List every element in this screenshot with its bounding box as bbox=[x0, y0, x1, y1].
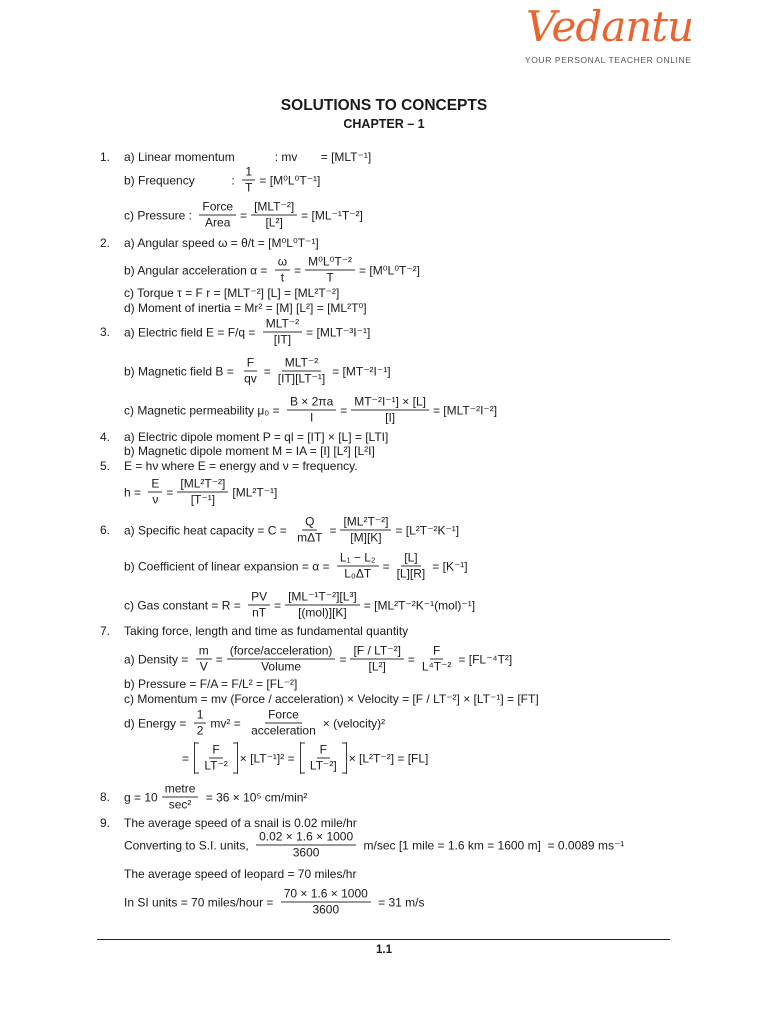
math-text: = bbox=[240, 208, 248, 222]
fraction bbox=[251, 200, 297, 231]
solution-line bbox=[124, 782, 307, 813]
solution-line bbox=[124, 430, 388, 444]
solution-line bbox=[124, 887, 425, 918]
denominator: I bbox=[309, 410, 314, 425]
solution-line bbox=[124, 444, 375, 458]
solution-line bbox=[124, 150, 371, 164]
solution-line bbox=[124, 624, 408, 638]
chapter-heading: CHAPTER – 1 bbox=[343, 117, 425, 131]
denominator: Volume bbox=[261, 659, 302, 674]
math-text: = bbox=[166, 485, 174, 499]
math-text: d) Moment of inertia = Mr² = [M] [L²] = [ML²T⁰] bbox=[124, 301, 367, 315]
math-text: = [M⁰L⁰T⁻¹] bbox=[259, 173, 321, 187]
denominator: [IT] bbox=[273, 332, 292, 347]
solution-line bbox=[124, 590, 475, 621]
math-text: Converting to S.I. units, bbox=[124, 838, 253, 852]
fraction bbox=[199, 200, 236, 231]
denominator: mΔT bbox=[297, 530, 323, 545]
numerator: m bbox=[196, 644, 212, 660]
fraction bbox=[275, 356, 328, 387]
fraction bbox=[148, 477, 162, 508]
math-text: The average speed of a snail is 0.02 mile/hr bbox=[124, 816, 357, 830]
numerator: F bbox=[244, 356, 257, 372]
numerator: [ML²T⁻²] bbox=[177, 477, 228, 493]
fraction bbox=[350, 644, 403, 675]
numerator: MLT⁻² bbox=[282, 356, 321, 372]
math-text: c) Pressure : bbox=[124, 208, 196, 222]
item-number: 9. bbox=[100, 816, 111, 830]
math-text: c) Gas constant = R = bbox=[124, 598, 245, 612]
denominator: acceleration bbox=[251, 723, 316, 738]
numerator: 1 bbox=[194, 708, 207, 724]
math-text: = bbox=[263, 364, 271, 378]
item-number: 5. bbox=[100, 459, 111, 473]
denominator: [L][R] bbox=[396, 566, 426, 581]
fraction bbox=[248, 590, 270, 621]
math-text: a) Density = bbox=[124, 652, 192, 666]
fraction bbox=[194, 708, 207, 739]
solution-line bbox=[124, 867, 356, 881]
denominator: L₀ΔT bbox=[344, 566, 372, 581]
denominator: L⁴T⁻² bbox=[421, 659, 452, 674]
numerator: [F / LT⁻²] bbox=[350, 644, 403, 660]
solution-line bbox=[124, 317, 370, 348]
denominator: V bbox=[199, 659, 208, 674]
solution-line bbox=[124, 301, 367, 315]
math-text: = bbox=[382, 559, 390, 573]
solution-line bbox=[124, 551, 468, 582]
solution-line bbox=[124, 395, 497, 426]
numerator: 1 bbox=[242, 165, 255, 181]
fraction bbox=[337, 551, 379, 582]
solution-line bbox=[124, 515, 459, 546]
page-title: SOLUTIONS TO CONCEPTS bbox=[280, 97, 488, 114]
math-text: × [LT⁻¹]² = bbox=[239, 751, 298, 765]
item-number: 7. bbox=[100, 624, 111, 638]
item-number: 3. bbox=[100, 325, 111, 339]
fraction bbox=[242, 165, 255, 196]
fraction bbox=[263, 317, 302, 348]
numerator: Force bbox=[199, 200, 236, 216]
math-text: = bbox=[329, 523, 337, 537]
fraction bbox=[162, 782, 199, 813]
math-text: = bbox=[340, 403, 348, 417]
math-text: In SI units = 70 miles/hour = bbox=[124, 895, 277, 909]
numerator: 0.02 × 1.6 × 1000 bbox=[256, 830, 356, 846]
math-text: = bbox=[294, 263, 302, 277]
denominator: T bbox=[326, 270, 334, 285]
numerator: B × 2πa bbox=[287, 395, 336, 411]
math-text: d) Energy = bbox=[124, 716, 190, 730]
solution-line bbox=[124, 200, 363, 231]
item-number: 6. bbox=[100, 523, 111, 537]
numerator: F bbox=[209, 743, 222, 759]
math-text: = [K⁻¹] bbox=[432, 559, 468, 573]
item-number: 8. bbox=[100, 790, 111, 804]
numerator: E bbox=[148, 477, 162, 493]
fraction bbox=[340, 515, 391, 546]
numerator: Force bbox=[265, 708, 302, 724]
math-text: mv² = bbox=[210, 716, 245, 730]
math-text: b) Coefficient of linear expansion = α = bbox=[124, 559, 333, 573]
denominator: [L²] bbox=[265, 215, 283, 230]
math-text: b) Angular acceleration α = bbox=[124, 263, 271, 277]
denominator: 3600 bbox=[292, 845, 320, 860]
fraction bbox=[241, 356, 260, 387]
math-text: = [L²T⁻²K⁻¹] bbox=[395, 523, 460, 537]
numerator: MT⁻²I⁻¹] × [L] bbox=[351, 395, 429, 411]
math-text: h = bbox=[124, 485, 145, 499]
bracketed-fraction bbox=[300, 742, 347, 775]
numerator: [L] bbox=[401, 551, 420, 567]
page-number: 1.1 bbox=[376, 944, 392, 956]
math-text: m/sec [1 mile = 1.6 km = 1600 m] = 0.0089 ms⁻¹ bbox=[360, 838, 625, 852]
solution-line bbox=[124, 286, 339, 300]
math-text: = 31 m/s bbox=[374, 895, 425, 909]
fraction bbox=[256, 830, 356, 861]
math-text: a) Angular speed ω = θ/t = [M⁰L⁰T⁻¹] bbox=[124, 236, 319, 250]
fraction bbox=[351, 395, 429, 426]
math-text: × (velocity)² bbox=[322, 716, 386, 730]
item-number: 1. bbox=[100, 150, 111, 164]
math-text: b) Frequency : bbox=[124, 173, 239, 187]
denominator: LT⁻² bbox=[204, 758, 228, 773]
fraction bbox=[305, 255, 355, 286]
logo-tagline: YOUR PERSONAL TEACHER ONLINE bbox=[525, 55, 692, 65]
denominator: [I] bbox=[385, 410, 396, 425]
denominator: [IT][LT⁻¹] bbox=[277, 371, 326, 386]
fraction bbox=[394, 551, 429, 582]
math-text: a) Linear momentum : mv = [MLT⁻¹] bbox=[124, 150, 372, 164]
math-text: = [MT⁻²I⁻¹] bbox=[332, 364, 391, 378]
solution-line bbox=[124, 677, 297, 691]
denominator: 2 bbox=[196, 723, 204, 738]
math-text: = bbox=[407, 652, 415, 666]
solution-line bbox=[124, 459, 358, 473]
denominator: nT bbox=[252, 605, 267, 620]
solution-line bbox=[124, 165, 320, 196]
numerator: Q bbox=[302, 515, 317, 531]
fraction bbox=[419, 644, 455, 675]
math-text: = [ML⁻¹T⁻²] bbox=[301, 208, 363, 222]
math-text: c) Magnetic permeability μ₀ = bbox=[124, 403, 283, 417]
denominator: qv bbox=[244, 371, 257, 386]
math-text: [ML²T⁻¹] bbox=[232, 485, 278, 499]
math-text: Taking force, length and time as fundamental quantity bbox=[124, 624, 409, 638]
solution-line bbox=[124, 255, 420, 286]
solution-line bbox=[124, 236, 319, 250]
math-text: c) Momentum = mv (Force / acceleration) × Velocity = [F / LT⁻²] × [LT⁻¹] = [FT] bbox=[124, 692, 539, 706]
denominator: [(mol)][K] bbox=[298, 605, 347, 620]
math-text: b) Magnetic dipole moment M = IA = [I] [L²] [L²I] bbox=[124, 444, 375, 458]
fraction bbox=[227, 644, 336, 675]
fraction bbox=[287, 395, 336, 426]
math-text: = 36 × 10⁵ cm/min² bbox=[202, 790, 308, 804]
fraction bbox=[307, 743, 340, 774]
math-text: = [MLT⁻²I⁻²] bbox=[432, 403, 498, 417]
denominator: ν bbox=[152, 492, 159, 507]
denominator: [M][K] bbox=[350, 530, 382, 545]
math-text: The average speed of leopard = 70 miles/hr bbox=[124, 867, 357, 881]
denominator: Area bbox=[205, 215, 231, 230]
math-text: g = 10 bbox=[124, 790, 158, 804]
numerator: metre bbox=[162, 782, 199, 798]
solution-line bbox=[124, 692, 539, 706]
solution-line bbox=[124, 816, 357, 830]
numerator: ω bbox=[275, 255, 290, 271]
fraction bbox=[248, 708, 319, 739]
numerator: [ML²T⁻²] bbox=[340, 515, 391, 531]
math-text: c) Torque τ = F r = [MLT⁻²] [L] = [ML²T⁻²] bbox=[124, 286, 340, 300]
fraction bbox=[285, 590, 360, 621]
numerator: [MLT⁻²] bbox=[251, 200, 297, 216]
math-text: = bbox=[215, 652, 223, 666]
fraction bbox=[201, 743, 230, 774]
math-text: a) Electric field E = F/q = bbox=[124, 325, 259, 339]
fraction bbox=[281, 887, 371, 918]
bracketed-fraction bbox=[194, 742, 237, 775]
fraction bbox=[177, 477, 228, 508]
solution-line bbox=[124, 356, 391, 387]
denominator: [L²] bbox=[368, 659, 386, 674]
footer-divider bbox=[97, 939, 670, 940]
denominator: [T⁻¹] bbox=[190, 492, 216, 507]
numerator: PV bbox=[248, 590, 270, 606]
math-text: = bbox=[274, 598, 282, 612]
math-text: = [M⁰L⁰T⁻²] bbox=[359, 263, 421, 277]
solution-line bbox=[124, 644, 512, 675]
fraction bbox=[196, 644, 212, 675]
math-text: b) Magnetic field B = bbox=[124, 364, 238, 378]
math-text: = [MLT⁻³I⁻¹] bbox=[306, 325, 371, 339]
numerator: F bbox=[430, 644, 443, 660]
math-text: = [ML²T⁻²K⁻¹(mol)⁻¹] bbox=[363, 598, 476, 612]
fraction bbox=[275, 255, 290, 286]
math-text: a) Specific heat capacity = C = bbox=[124, 523, 291, 537]
math-text: = bbox=[339, 652, 347, 666]
numerator: M⁰L⁰T⁻² bbox=[305, 255, 355, 271]
math-text: = bbox=[182, 751, 193, 765]
solution-line bbox=[124, 477, 277, 508]
denominator: T bbox=[245, 180, 253, 195]
math-text: × [L²T⁻²] = [FL] bbox=[348, 751, 429, 765]
numerator: [ML⁻¹T⁻²][L³] bbox=[285, 590, 360, 606]
solution-line bbox=[124, 830, 624, 861]
numerator: 70 × 1.6 × 1000 bbox=[281, 887, 371, 903]
math-text: a) Electric dipole moment P = ql = [IT] × [L] = [LTI] bbox=[124, 430, 389, 444]
numerator: (force/acceleration) bbox=[227, 644, 336, 660]
denominator: 3600 bbox=[312, 902, 340, 917]
fraction bbox=[294, 515, 325, 546]
math-text: b) Pressure = F/A = F/L² = [FL⁻²] bbox=[124, 677, 298, 691]
denominator: sec² bbox=[168, 797, 192, 812]
vedantu-logo: Vedantu bbox=[526, 2, 694, 51]
denominator: LT⁻²] bbox=[309, 758, 337, 773]
solution-line bbox=[124, 708, 385, 739]
math-text: = [FL⁻⁴T²] bbox=[458, 652, 513, 666]
numerator: MLT⁻² bbox=[263, 317, 302, 333]
item-number: 2. bbox=[100, 236, 111, 250]
numerator: L₁ − L₂ bbox=[337, 551, 379, 567]
item-number: 4. bbox=[100, 430, 111, 444]
numerator: F bbox=[317, 743, 330, 759]
denominator: t bbox=[280, 270, 285, 285]
solution-line bbox=[182, 742, 428, 775]
math-text: E = hν where E = energy and ν = frequency. bbox=[124, 459, 358, 473]
